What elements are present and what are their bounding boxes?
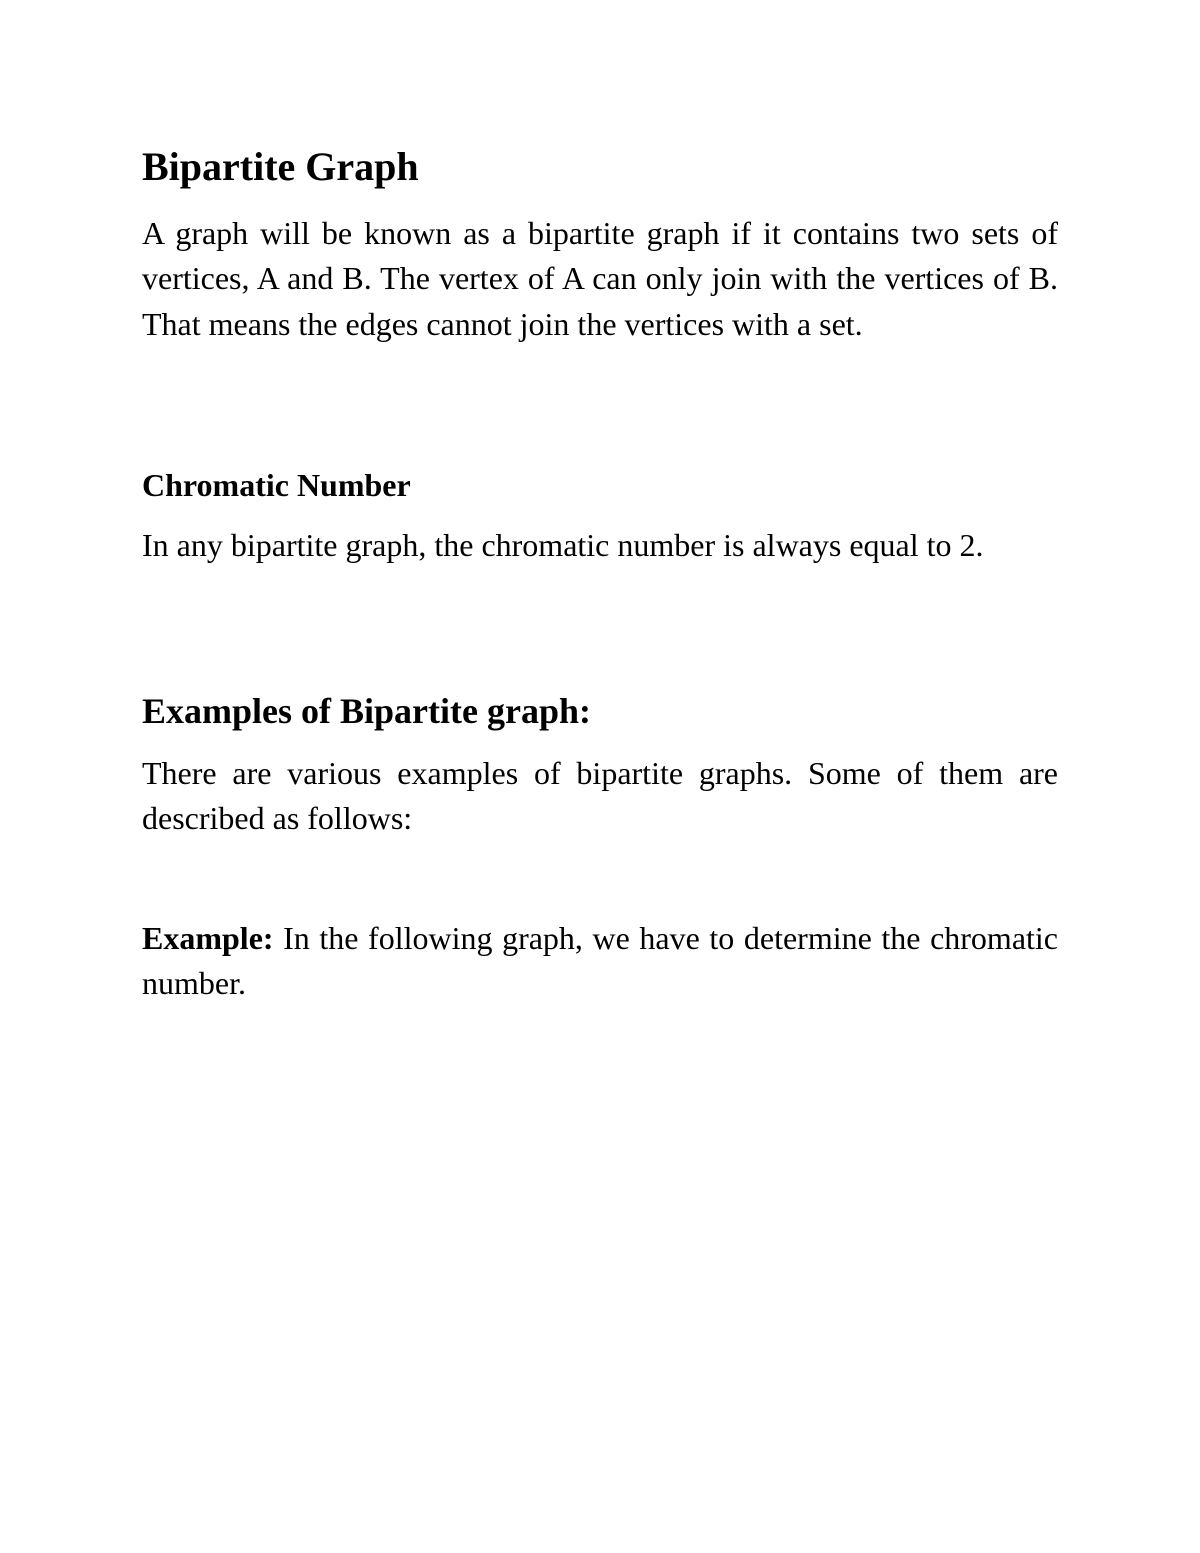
page-title: Bipartite Graph [142, 144, 419, 189]
example-label: Example: [142, 920, 274, 956]
chromatic-number-paragraph: In any bipartite graph, the chromatic number is always equal to 2. [142, 527, 984, 563]
examples-paragraph: There are various examples of bipartite graphs. Some of them are described as follows: [142, 755, 1058, 837]
chromatic-number-heading: Chromatic Number [142, 467, 411, 503]
intro-paragraph: A graph will be known as a bipartite graph if it contains two sets of vertices, A and B. The vertex of A can only join with the vertices of B. That means the edges cannot join the vertices with a set. [142, 215, 1058, 342]
example-paragraph [142, 916, 1058, 1007]
example-text: In the following graph, we have to determine the chromatic number. [142, 920, 1058, 1002]
examples-heading: Examples of Bipartite graph: [142, 691, 591, 731]
